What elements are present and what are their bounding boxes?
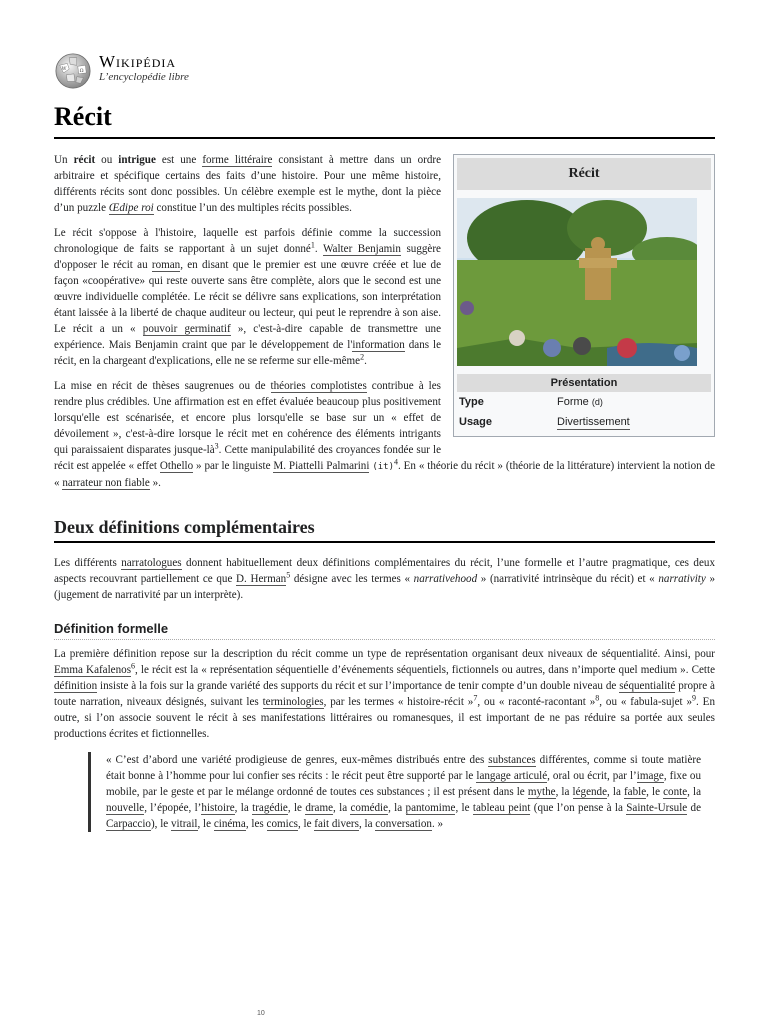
link-tableau-peint[interactable]: tableau peint [472, 802, 531, 814]
infobox-value: Forme (d) [557, 396, 603, 408]
link-comedie[interactable]: comédie [350, 802, 389, 814]
divertissement-link[interactable]: Divertissement [557, 416, 630, 428]
link-forme-litteraire[interactable]: forme littéraire [202, 154, 273, 166]
site-tagline: L’encyclopédie libre [99, 71, 189, 83]
infobox-label: Type [459, 396, 484, 408]
ref-4[interactable]: 4 [394, 457, 398, 467]
link-sequentialite[interactable]: séquentialité [619, 680, 676, 692]
link-vitrail[interactable]: vitrail [171, 818, 198, 830]
link-pouvoir-germinatif[interactable]: pouvoir germinatif [142, 323, 231, 335]
ref-5[interactable]: 5 [286, 570, 291, 580]
page-number: 10 [257, 1010, 265, 1017]
link-roman[interactable]: roman [151, 259, 181, 271]
wikidata-link[interactable]: (d) [591, 397, 603, 407]
ref-1[interactable]: 1 [310, 240, 315, 250]
link-nouvelle[interactable]: nouvelle [106, 802, 145, 814]
infobox [453, 154, 715, 437]
link-d-herman[interactable]: D. Herman [236, 573, 287, 585]
wikipedia-globe-icon[interactable] [54, 52, 92, 90]
section-heading: Deux définitions complémentaires [54, 519, 715, 543]
link-narratologues[interactable]: narratologues [121, 557, 182, 569]
link-langage-articule[interactable]: langage articulé [476, 770, 548, 782]
link-definition[interactable]: définition [54, 680, 98, 692]
link-emma-kafalenos[interactable]: Emma Kafalenos [54, 664, 132, 676]
paragraph-intro: Un récit ou intrigue est une forme littéraire consistant à mettre dans un ordre arbitraire et spécifique certains des faits d’une histoire. Pour une même histoire, différents récits sont donc possibles. Un célèbre exemple est le mythe, dont la pièce d’un puzzle Œdipe roi constitue l’un des multiples récits possibles. [54, 154, 442, 214]
link-conversation[interactable]: conversation [375, 818, 432, 830]
paragraph-histoire: Le récit s'oppose à l'histoire, laquelle est parfois définie comme la succession chronologique de faits se rapportant à un sujet donné$^1$. Walter Benjamin suggère d'opposer le récit au roman, en disant que le premier est une œuvre créée et lue de façon «coopérative» qui reste ouverte sans être complète, alors que le second est une œuvre individuelle complétée. Le récit se délivre sans explications, son interprétation étant laissée à la liberté de chaque auditeur ou lecteur, qui peut le reprendre à son aise. Le récit a un « pouvoir germinatif », c'est-à-dire capable de transmettre une expérience. Mais Benjamin craint que par le développement de l'information dans le récit, en la chargeant d'explications, elle ne se referme sur elle-même$^2$. [54, 227, 442, 367]
quote-block: « C’est d’abord une variété prodigieuse de genres, eux-mêmes distribués entre des substances différentes, comme si toute matière était bonne à l’homme pour lui confier ses récits : le récit peut être supporté par le langage articulé, oral ou écrit, par l’image, fixe ou mobile, par le geste et par le mélange ordonné de toutes ces substances ; il est présent dans le mythe, la légende, la fable, le conte, la nouvelle, l’épopée, l’histoire, la tragédie, le drame, la comédie, la pantomime, le tableau peint (que l’on pense à la Sainte-Ursule de Carpaccio), le vitrail, le cinéma, les comics, le fait divers, la conversation. » [88, 752, 715, 832]
ref-6[interactable]: 6 [131, 661, 136, 671]
site-wordmark[interactable]: Wikipédia [99, 52, 177, 71]
paragraph-complotisme: La mise en récit de thèses saugrenues ou de théories complotistes contribue à les rendre plus crédibles. Une affirmation est en effet évaluée beaucoup plus positivement lorsqu'elle est scénarisée, et encore plus lorsqu'elle se base sur un « effet de dévoilement », c'est-à-dire lorsque le récit met en cohérence des éléments intrigants qui paraissaient disparates jusque-$là^3$. Cette manipulabilité des croyances fondée sur le récit est appelée « effet Othello » par le linguiste M. Piattelli Palmarini (it)$^4$. En « théorie du récit » (théorie de la littérature) intervient la notion de « narrateur non fiable ». [54, 380, 715, 489]
link-information[interactable]: information [352, 339, 405, 351]
link-othello[interactable]: Othello [159, 460, 194, 472]
link-walter-benjamin[interactable]: Walter Benjamin [322, 243, 401, 255]
link-fait-divers[interactable]: fait divers [314, 818, 359, 830]
link-histoire[interactable]: histoire [201, 802, 235, 814]
ref-9[interactable]: 9 [692, 693, 697, 703]
svg-text:Ω: Ω [79, 68, 84, 74]
svg-text:W: W [61, 67, 67, 73]
infobox-row-usage [457, 412, 711, 433]
link-mythe[interactable]: mythe [527, 786, 556, 798]
paragraph-definitions: Les différents narratologues donnent habituellement deux définitions complémentaires du récit, l’une formelle et l’autre pragmatique, ces deux aspects recouvrant partiellement ce que D. Herman$^5$ désigne avec les termes « narrativehood » (narrativité intrinsèque du récit) et « narrativity » (jugement de narrativité par un interprète). [54, 557, 715, 601]
link-tragedie[interactable]: tragédie [252, 802, 288, 814]
page-title: Récit [54, 102, 112, 131]
link-image[interactable]: image [636, 770, 664, 782]
link-pantomime[interactable]: pantomime [405, 802, 456, 814]
link-cinema[interactable]: cinéma [213, 818, 246, 830]
infobox-title: Récit [457, 158, 711, 190]
link-piattelli-palmarini[interactable]: M. Piattelli Palmarini [273, 460, 370, 472]
ref-3[interactable]: 3 [214, 441, 219, 451]
infobox-section-header: Présentation [457, 374, 711, 392]
link-carpaccio[interactable]: Carpaccio [106, 818, 151, 830]
link-terminologies[interactable]: terminologies [262, 696, 324, 708]
article-content [54, 152, 715, 832]
ref-2[interactable]: 2 [360, 352, 365, 362]
lang-code[interactable]: (it) [372, 462, 394, 472]
ref-7[interactable]: 7 [473, 693, 478, 703]
link-sainte-ursule[interactable]: Sainte-Ursule [626, 802, 688, 814]
infobox-row-type [457, 392, 711, 412]
link-fable[interactable]: fable [623, 786, 647, 798]
title-divider [54, 137, 715, 139]
link-narrateur-non-fiable[interactable]: narrateur non fiable [62, 477, 150, 489]
infobox-label: Usage [459, 416, 493, 428]
link-substances[interactable]: substances [488, 754, 536, 766]
site-header [54, 52, 354, 88]
ref-8[interactable]: 8 [595, 693, 600, 703]
subsection-heading: Définition formelle [54, 621, 715, 640]
paragraph-formelle: La première définition repose sur la description du récit comme un type de représentation organisant deux niveaux de séquentialité. Ainsi, pour Emma Kafalenos$^6$, le récit est la « représentation séquentielle d’événements séquentiels, fictionnels ou autres, dans n’importe quel medium ». Cette définition insiste à la fois sur la grande variété des supports du récit et sur l’importance de tenir compte d’un double niveau de séquentialité propre à toute narration, niveaux désignés, suivant les terminologies, par les termes « histoire-récit »$^7$, ou « raconté-racontant »$^8$, ou « fabula-sujet »$^9$. En outre, si l’on associe souvent le récit à ses manifestations littéraires ou romanesques, il est important de ne pas réduire sa portée aux seules productions écrites et fictionnelles. [54, 648, 716, 740]
link-comics[interactable]: comics [266, 818, 298, 830]
infobox-image[interactable] [457, 198, 697, 366]
link-conte[interactable]: conte [663, 786, 688, 798]
link-theories-complotistes[interactable]: théories complotistes [270, 380, 367, 392]
link-legende[interactable]: légende [572, 786, 608, 798]
link-oedipe-roi[interactable]: Œdipe roi [108, 202, 154, 214]
link-drame[interactable]: drame [305, 802, 334, 814]
